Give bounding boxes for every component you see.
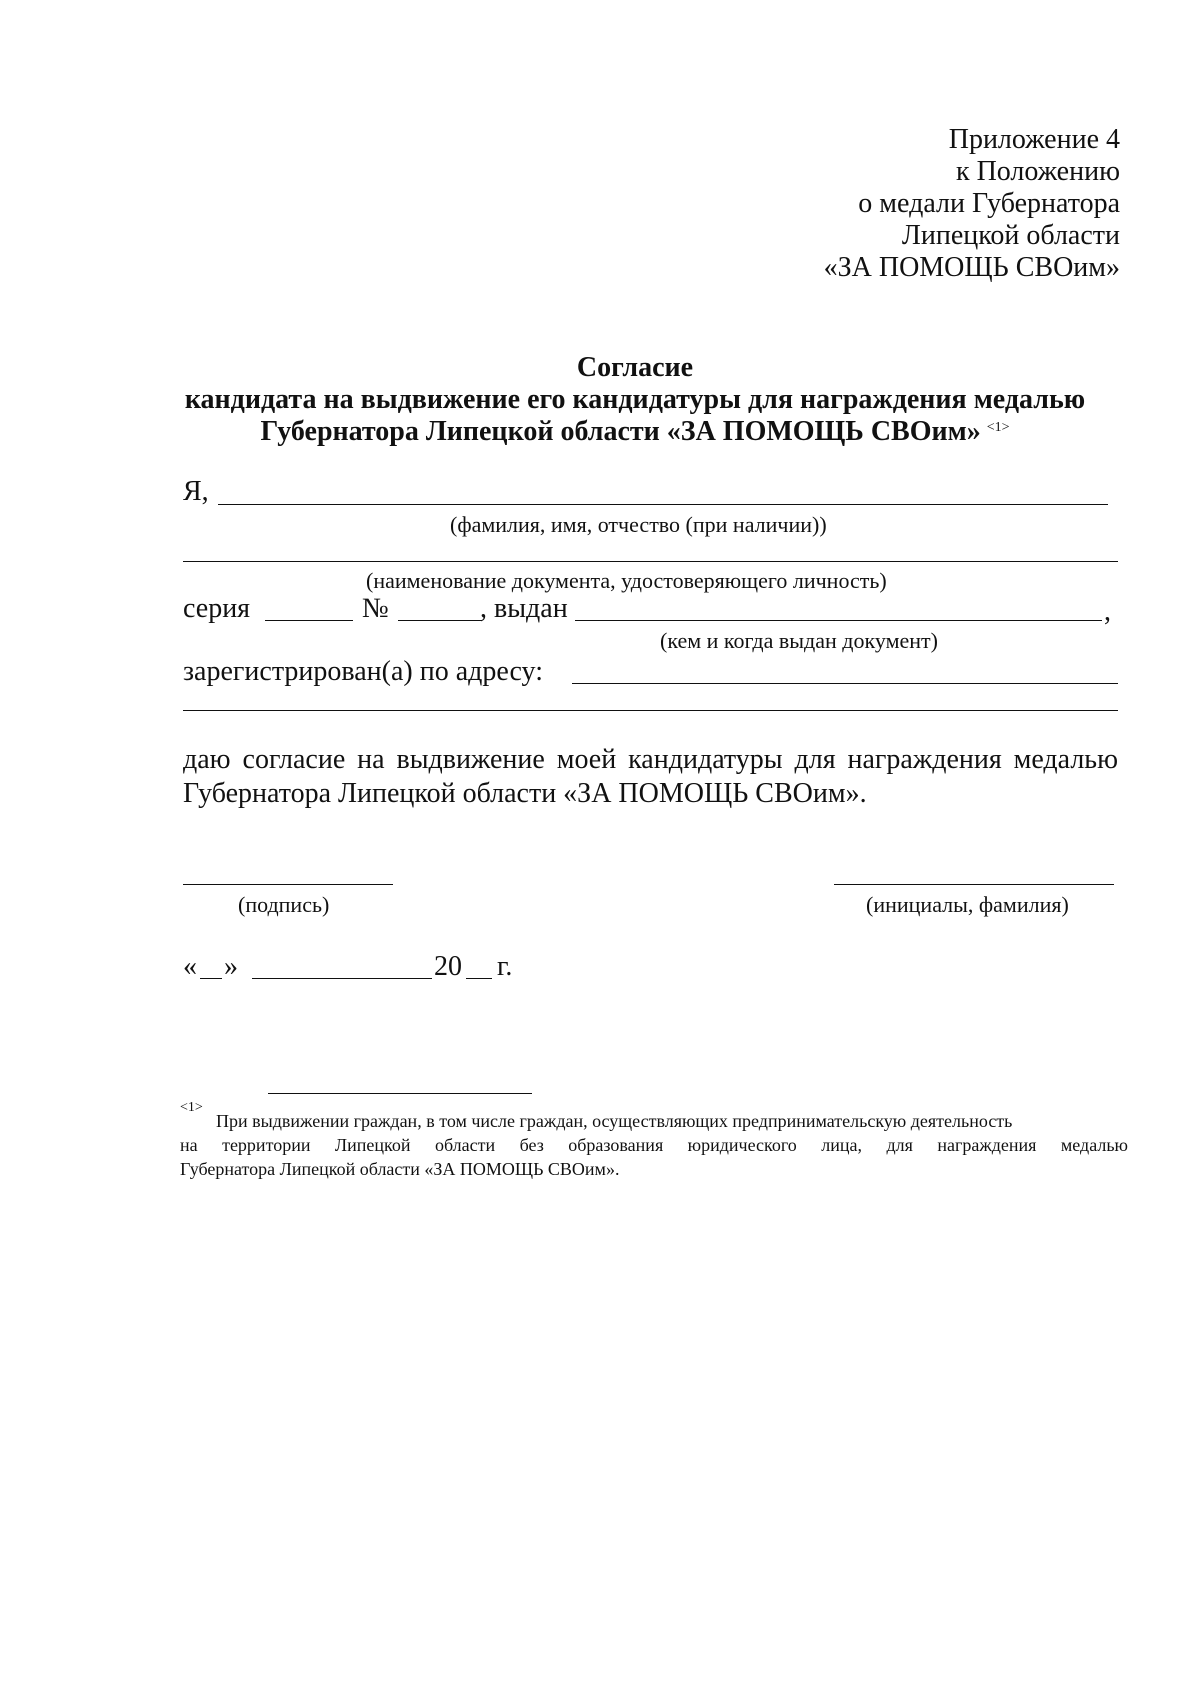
- initials-caption: (инициалы, фамилия): [866, 892, 1069, 917]
- series-field-line[interactable]: [265, 620, 353, 621]
- i-label: Я,: [183, 476, 209, 507]
- consent-line-1: даю согласие на выдвижение моей кандидатуры для награждения медалью: [183, 744, 1118, 775]
- id-document-field-line[interactable]: [183, 561, 1118, 562]
- date-year-field-line[interactable]: [466, 978, 492, 979]
- series-label: серия: [183, 593, 251, 624]
- trailing-comma: ,: [1104, 596, 1111, 627]
- appendix-line-3: о медали Губернатора: [858, 188, 1120, 219]
- title-line-3-text: Губернатора Липецкой области «ЗА ПОМОЩЬ СВОим»: [260, 416, 981, 447]
- title-footnote-mark: <1>: [986, 420, 1010, 435]
- issued-by-field-line[interactable]: [575, 620, 1102, 621]
- footnote-line-2: на территории Липецкой области без образования юридического лица, для награждения медалью: [180, 1135, 1128, 1155]
- appendix-line-5: «ЗА ПОМОЩЬ СВОим»: [823, 252, 1120, 283]
- issued-caption: (кем и когда выдан документ): [660, 628, 938, 653]
- footnote-separator: [268, 1093, 532, 1094]
- address-field-line-2[interactable]: [183, 710, 1118, 711]
- date-open-quote: «: [183, 951, 197, 982]
- number-field-line[interactable]: [398, 620, 482, 621]
- name-caption: (фамилия, имя, отчество (при наличии)): [450, 512, 827, 537]
- title-line-1: Согласие: [576, 352, 694, 383]
- initials-field-line[interactable]: [834, 884, 1114, 885]
- appendix-line-2: к Положению: [955, 156, 1120, 187]
- date-year-suffix: г.: [497, 951, 513, 982]
- name-field-line[interactable]: [218, 504, 1108, 505]
- footnote-line-3: Губернатора Липецкой области «ЗА ПОМОЩЬ СВОим».: [180, 1159, 620, 1179]
- date-close-quote: »: [224, 951, 238, 982]
- appendix-line-4: Липецкой области: [901, 220, 1120, 251]
- footnote-mark: <1>: [180, 1100, 203, 1115]
- address-label: зарегистрирован(а) по адресу:: [183, 656, 543, 687]
- signature-caption: (подпись): [238, 892, 330, 917]
- issued-label: , выдан: [480, 593, 568, 624]
- appendix-line-1: Приложение 4: [948, 124, 1120, 155]
- title-line-3: [150, 416, 1120, 448]
- footnote-line-1: При выдвижении граждан, в том числе граждан, осуществляющих предпринимательскую деятельность: [216, 1111, 1013, 1131]
- number-label: №: [362, 593, 389, 624]
- signature-field-line[interactable]: [183, 884, 393, 885]
- id-document-caption: (наименование документа, удостоверяющего личность): [366, 568, 887, 593]
- date-month-field-line[interactable]: [252, 978, 432, 979]
- address-field-line-1[interactable]: [572, 683, 1118, 684]
- date-year-prefix: 20: [434, 951, 462, 982]
- consent-line-2: Губернатора Липецкой области «ЗА ПОМОЩЬ СВОим».: [183, 778, 867, 809]
- date-day-field-line[interactable]: [200, 978, 222, 979]
- title-line-2: кандидата на выдвижение его кандидатуры для награждения медалью: [184, 384, 1086, 415]
